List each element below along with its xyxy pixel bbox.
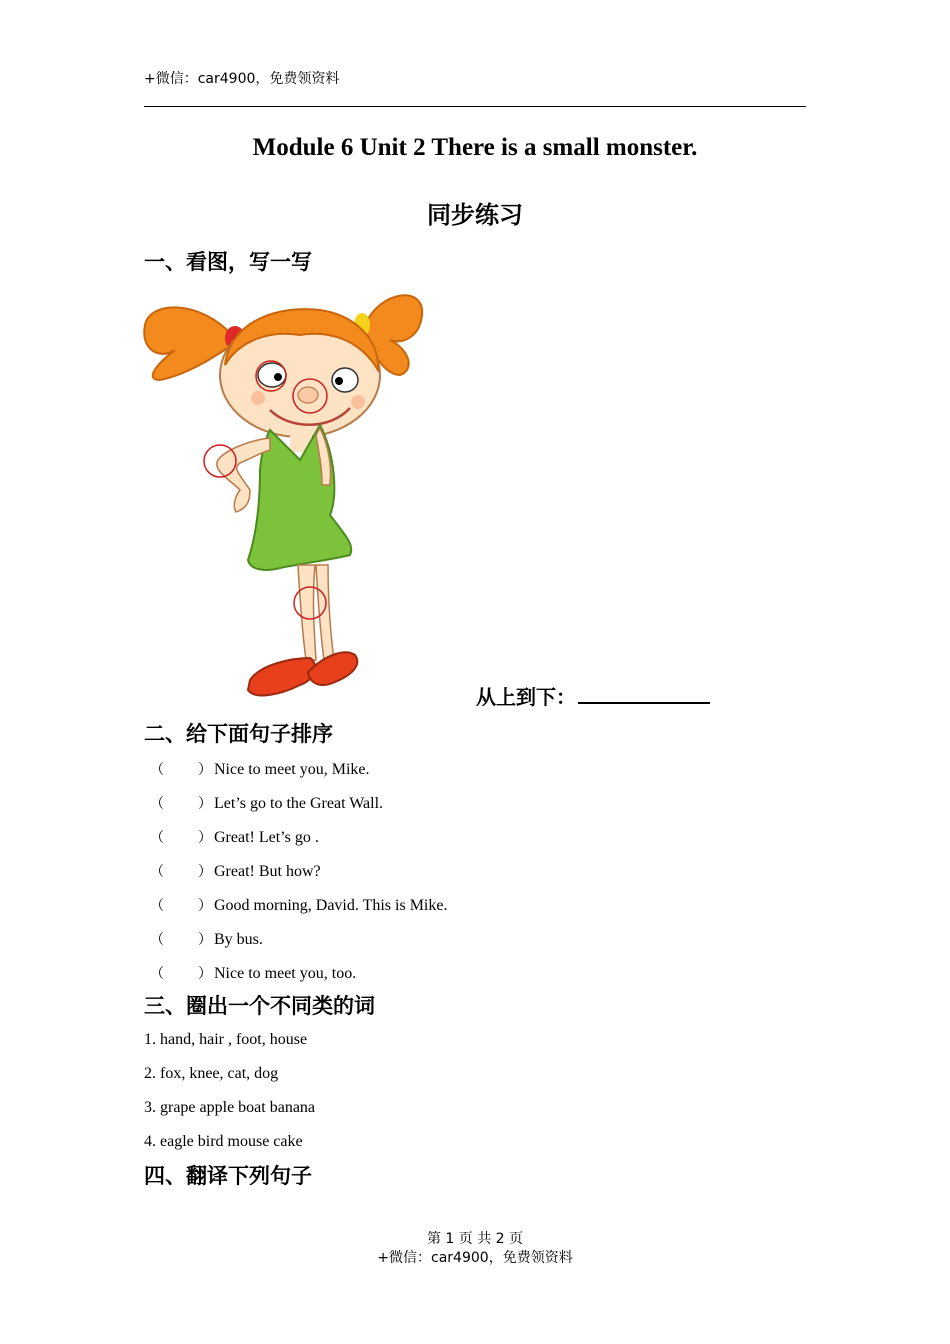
page-subtitle: 同步练习 [427,201,523,229]
header-note: +微信：car4900，免费领资料 [144,71,340,87]
paren-close: ） [198,762,212,778]
header-rule [144,106,806,107]
paren-open[interactable]: （ [150,932,164,948]
order-item [150,793,383,813]
section-heading-1: 一、看图，写一写 [144,250,312,274]
answer-label: 从上到下： [476,685,576,709]
paren-close: ） [198,864,212,880]
paren-close: ） [198,966,212,982]
order-item-text: Great! Let’s go . [214,829,319,846]
section-heading-3: 三、圈出一个不同类的词 [144,994,375,1018]
left-pigtail [144,307,232,380]
order-item [150,827,319,847]
order-item-text: By bus. [214,931,263,948]
paren-open[interactable]: （ [150,864,164,880]
order-item-text: Good morning, David. This is Mike. [214,897,448,914]
footer-page-info: 第 1 页 共 2 页 [426,1231,524,1247]
footer-note: +微信：car4900，免费领资料 [377,1250,573,1266]
order-item [150,895,447,915]
odd-word-item: 1. hand, hair , foot, house [144,1031,308,1048]
order-item-text: Let’s go to the Great Wall. [214,795,384,812]
order-item-text: Great! But how? [214,863,321,880]
paren-open[interactable]: （ [150,898,164,914]
page-title: Module 6 Unit 2 There is a small monster. [252,134,698,161]
paren-close: ） [198,932,212,948]
order-item [150,963,356,983]
section-heading-2: 二、给下面句子排序 [144,722,333,746]
answer-blank[interactable] [578,682,710,704]
order-item [150,929,263,949]
paren-open[interactable]: （ [150,830,164,846]
order-item-text: Nice to meet you, Mike. [214,761,370,778]
girl-illustration [140,280,430,710]
paren-close: ） [198,796,212,812]
order-item [150,861,321,881]
section-heading-4: 四、翻译下列句子 [144,1164,312,1188]
paren-close: ） [198,830,212,846]
paren-open[interactable]: （ [150,762,164,778]
nose [298,387,318,403]
answer-line [476,681,710,710]
left-shoe [248,658,315,695]
paren-open[interactable]: （ [150,796,164,812]
order-item [150,759,370,779]
legs [298,565,334,660]
odd-word-item: 3. grape apple boat banana [144,1099,316,1116]
paren-close: ） [198,898,212,914]
odd-word-item: 2. fox, knee, cat, dog [144,1065,279,1082]
odd-word-item: 4. eagle bird mouse cake [144,1133,303,1150]
paren-open[interactable]: （ [150,966,164,982]
order-item-text: Nice to meet you, too. [214,965,357,982]
